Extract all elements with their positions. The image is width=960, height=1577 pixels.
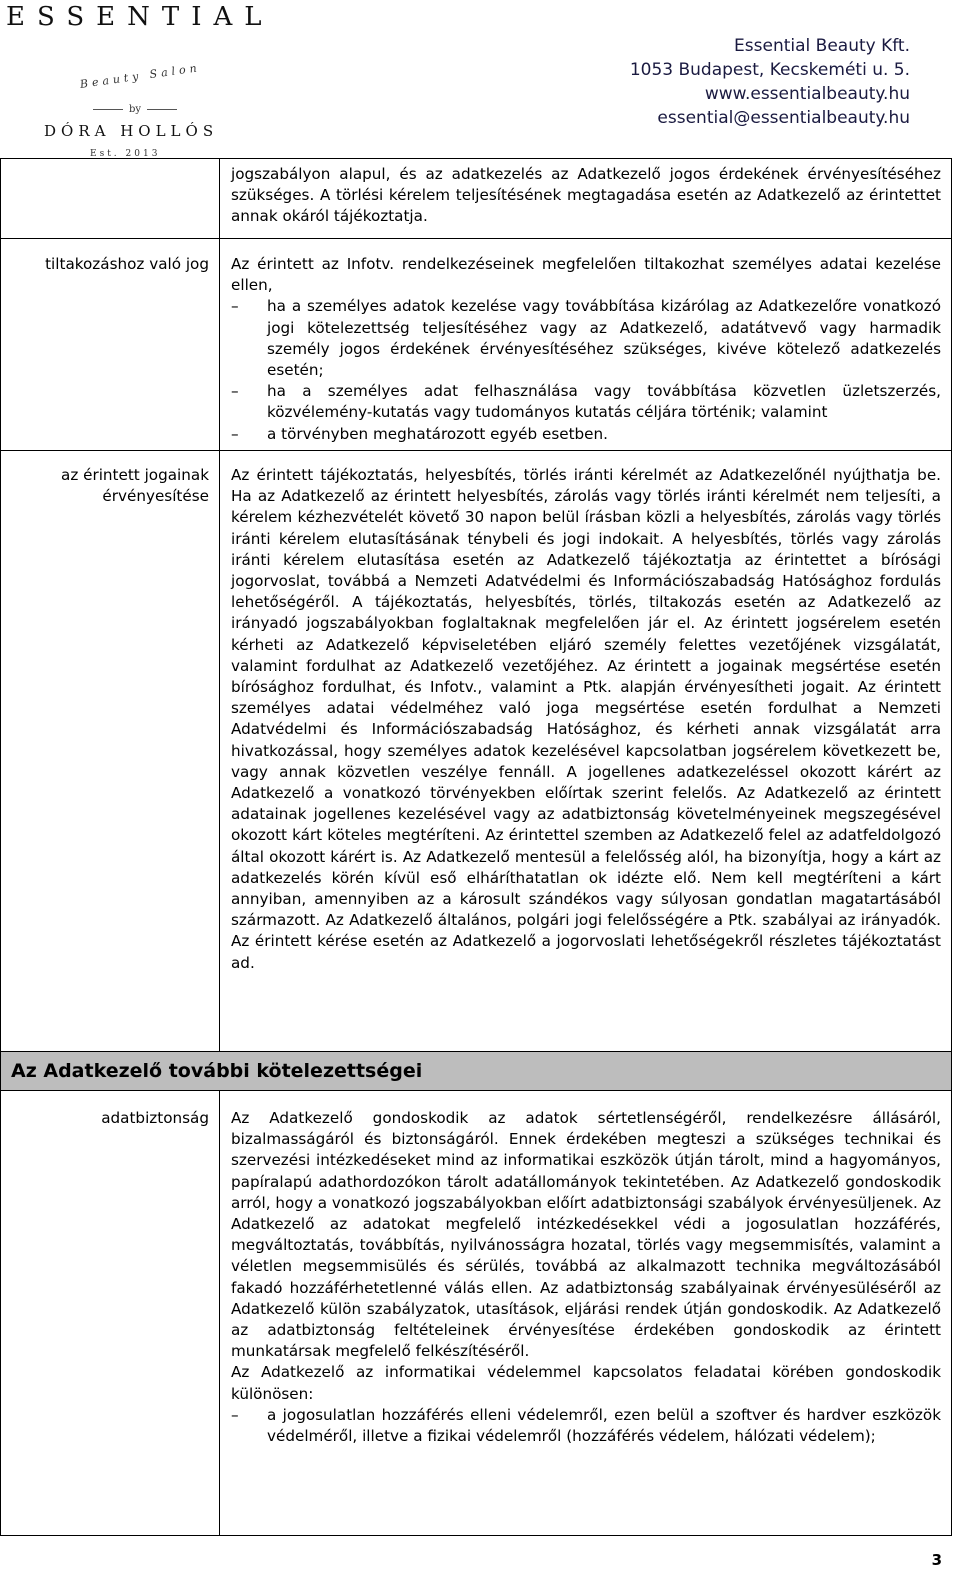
- table-row-objection: [0, 239, 952, 451]
- company-info: [630, 34, 910, 130]
- row-label-empty: [1, 159, 220, 238]
- list-item: – a törvényben meghatározott egyéb esetben.: [231, 424, 608, 443]
- list-item: – ha a személyes adat felhasználása vagy továbbítása közvetlen üzletszerzés, közvélemény-kutatás vagy tudományos kutatás céljára történik; valamint: [231, 382, 941, 422]
- table-row-continuation: [0, 158, 952, 239]
- page-number: 3: [931, 1551, 942, 1569]
- list-item: – ha a személyes adatok kezelése vagy továbbítása kizárólag az Adatkezelőre vonatkozó jogi kötelezettség teljesítéséhez vagy az Adatkezelő, adatátvevő vagy harmadik személy jogos érdekének érvényesítéséhez szükséges, kivéve kötelező adatkezelés esetén;: [231, 297, 941, 380]
- logo-wordmark: ESSENTIAL: [6, 2, 274, 32]
- row-label: adatbiztonság: [1, 1091, 220, 1535]
- row-text: Az Adatkezelő gondoskodik az adatok sértetlenségéről, rendelkezésre állásáról, bizalmasságáról és biztonságáról. Ennek érdekében megteszi a szükséges technikai és szervezési intézkedéseket mind az informatikai eszközök útján tárolt, mind a hagyományos, papíralapú adathordozókon tárolt adatállományok tekintetében. Az Adatkezelő gondoskodik arról, hogy a vonatkozó jogszabályokban előírt adatbiztonsági szabályok érvényesüljenek. Az Adatkezelő az adatokat megfelelő intézkedésekkel védi a jogosulatlan hozzáférés, megváltoztatás, továbbítás, nyilvánosságra hozatal, törlés vagy megsemmisítés, valamint a véletlen megsemmisülés és sérülés, továbbá az alkalmazott technika megváltozásából fakadó hozzáférhetetlenné válás ellen. Az adatbiztonság szabályainak érvényesüléséről az Adatkezelő külön szabályzatok, utasítások, eljárási rendek útján gondoskodik. Az Adatkezelő az adatbiztonság feltételeinek érvényesítése érdekében gondoskodik az érintett munkatársak megfelelő felkészítéséről. Az Adatkezelő az informatikai védelemmel kapcsolatos feladatai körében gondoskodik különösen: – a jogosulatlan hozzáférés elleni védelemről, ezen belül a szoftver és hardver eszközök védelméről, illetve a fizikai védelemről (hozzáférés védelem, hálózati védelem);: [220, 1091, 951, 1535]
- row-text: Az érintett tájékoztatás, helyesbítés, törlés iránti kérelmét az Adatkezelőnél nyújthatja be. Ha az Adatkezelő az érintett helyesbítés, zárolás vagy törlés iránti kérelmét nem teljesíti, a kérelem kézhezvételét követő 30 napon belül írásban közli a helyesbítés, zárolás vagy törlés iránti kérelem elutasításának ténybeli és jogi indokait. A helyesbítés, törlés vagy zárolás iránti kérelem elutasítása esetén az Adatkezelő tájékoztatja az érintettet a bírósági jogorvoslat, továbbá a Nemzeti Adatvédelmi és Információszabadság Hatósághoz fordulás lehetőségéről. A tájékoztatás, helyesbítés, törlés, tiltakozás esetén az Adatkezelő az irányadó jogszabályokban foglaltaknak megfelelően jár el. Az érintett jogsérelem esetén kérheti az Adatkezelő képviseletében eljáró személy felettes vezetőjének vizsgálatát, valamint fordulhat az Adatkezelő vezetőjéhez. Az érintett a jogainak megsértése esetén bírósághoz fordulhat, és Infotv., valamint a Ptk. alapján érvényesítheti jogait. Az érintett személyes adatai védelméhez való joga megsértése esetén fordulhat a Nemzeti Adatvédelmi és Információszabadság Hatósághoz, és kérheti annak vizsgálatát arra hivatkozással, hogy személyes adatok kezelésével kapcsolatban jogsérelem következett be, vagy annak közvetlen veszélye fennáll. A jogellenes adatkezeléssel okozott kárért az Adatkezelő a vonatkozó törvényekben előírtak szerint felelős. Az Adatkezelő az érintett adatainak jogellenes kezelésével vagy az adatbiztonság követelményeinek megszegésével okozott kárt köteles megtéríteni. Az érintettel szemben az Adatkezelő felel az adatfeldolgozó által okozott kárért is. Az Adatkezelő mentesül a felelősség alól, ha bizonyítja, hogy a kárt az adatkezelés körén kívül eső elháríthatatlan ok idézte elő. Nem kell megtéríteni a kárt annyiban, amennyiben az a károsult szándékos vagy súlyosan gondatlan magatartásából származott. Az Adatkezelő általános, polgári jogi felelősségére a Ptk. szabályai az irányadók. Az érintett kérése esetén az Adatkezelő a jogorvoslati lehetőségekről részletes tájékoztatást ad.: [231, 466, 941, 972]
- logo-by: by: [60, 104, 210, 115]
- company-email[interactable]: essential@essentialbeauty.hu: [657, 108, 910, 128]
- list-item: – a jogosulatlan hozzáférés elleni védelemről, ezen belül a szoftver és hardver eszközök védelméről, illetve a fizikai védelemről (hozzáférés védelem, hálózati védelem);: [231, 1405, 941, 1446]
- row-text: [220, 239, 951, 450]
- objection-intro: Az érintett az Infotv. rendelkezéseinek megfelelően tiltakozhat személyes adatai kezelése ellen,: [231, 255, 941, 295]
- logo-owner-name: DÓRA HOLLÓS: [44, 122, 219, 140]
- company-name: Essential Beauty Kft.: [734, 36, 910, 56]
- logo-established: Est. 2013: [90, 149, 161, 159]
- logo-tagline: Beauty Salon: [79, 61, 202, 91]
- section-title: Az Adatkezelő további kötelezettségei: [0, 1052, 952, 1091]
- table-row-security: [0, 1091, 952, 1536]
- company-address: 1053 Budapest, Kecskeméti u. 5.: [629, 60, 910, 80]
- row-label: az érintett jogainak érvényesítése: [1, 451, 220, 1051]
- table-row-rights: [0, 451, 952, 1052]
- company-website[interactable]: www.essentialbeauty.hu: [704, 84, 910, 104]
- row-text: jogszabályon alapul, és az adatkezelés az Adatkezelő jogos érdekének érvényesítéséhez szükséges. A törlési kérelem teljesítésének megtagadása esetén az Adatkezelő az érintettet annak okáról tájékoztatja.: [231, 165, 941, 226]
- document-table: [0, 158, 952, 1536]
- row-label: tiltakozáshoz való jog: [1, 239, 220, 450]
